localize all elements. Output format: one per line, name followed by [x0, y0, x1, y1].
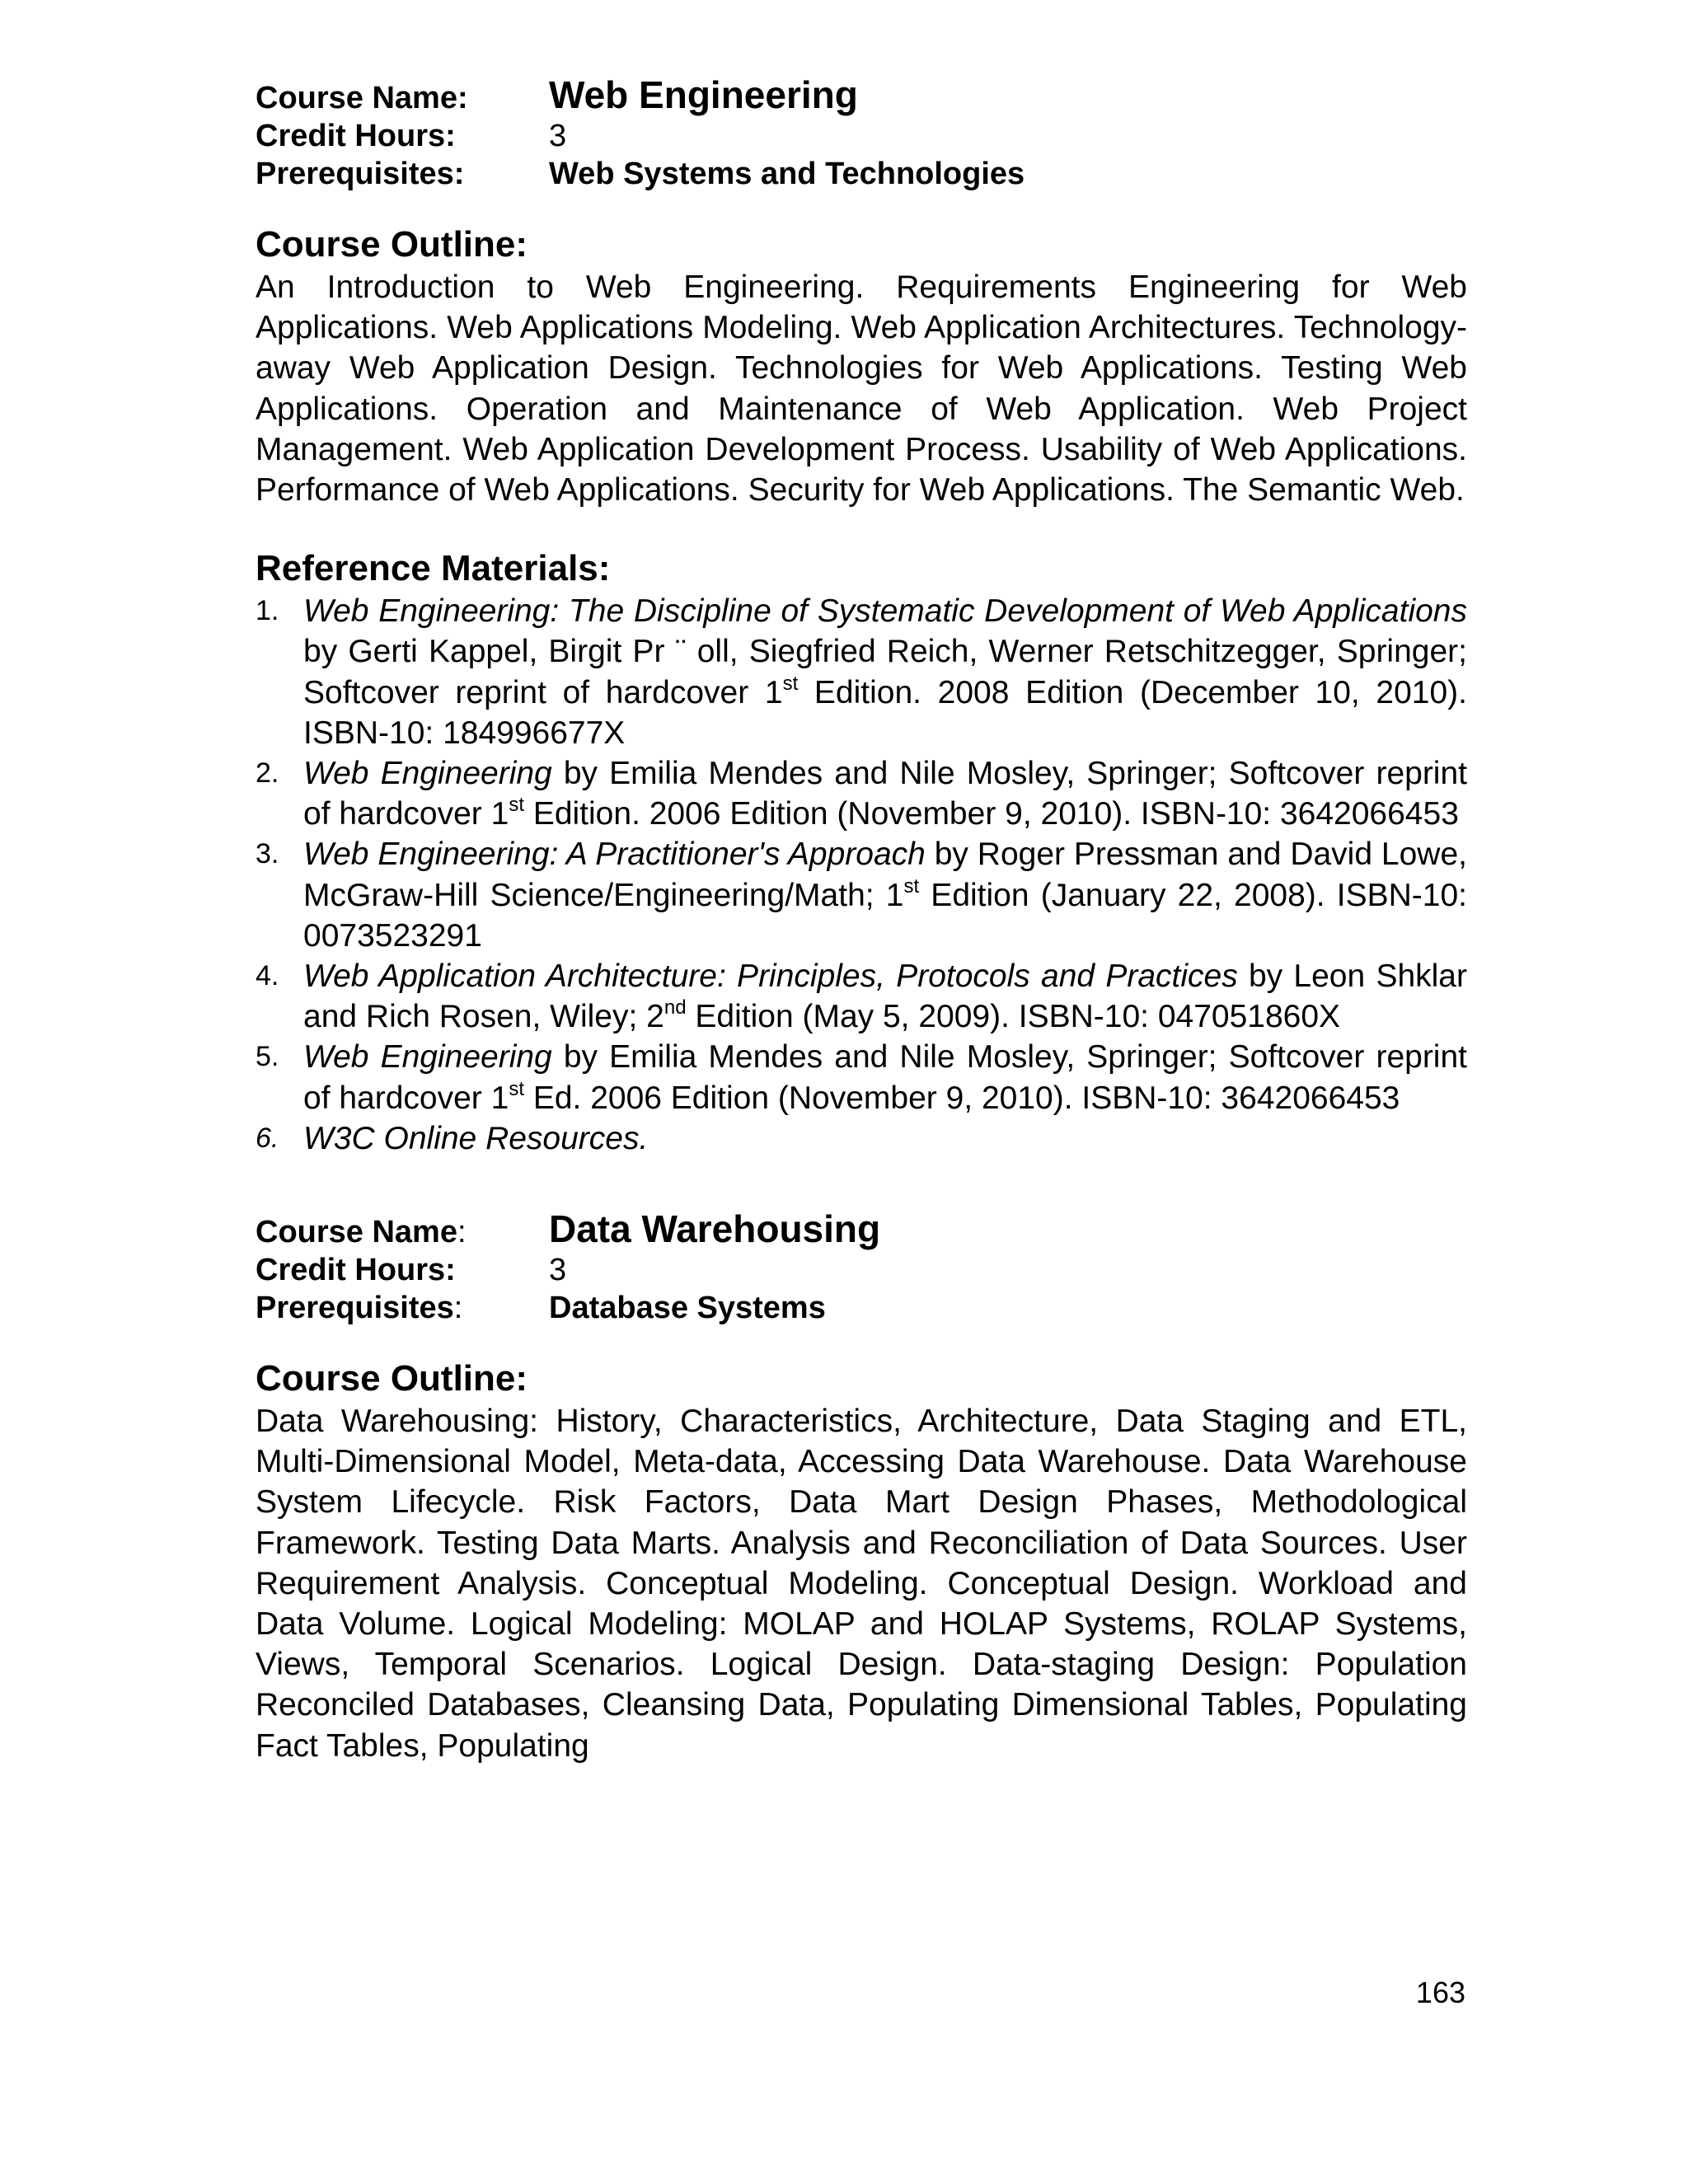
course-data-warehousing	[256, 1207, 1467, 1766]
prerequisites-colon: :	[453, 1291, 463, 1326]
reference-item	[256, 753, 1467, 834]
ordinal-suffix: st	[509, 794, 524, 817]
document-page	[256, 73, 1467, 1766]
reference-details: by Emilia Mendes and Nile Mosley, Springer; Softcover reprint of hardcover 1	[303, 1039, 1467, 1116]
prerequisites-label-text: Prerequisites	[256, 1291, 454, 1326]
prerequisites-value: Database Systems	[549, 1291, 826, 1326]
credit-hours-value: 3	[549, 119, 567, 153]
ordinal-suffix: st	[782, 672, 799, 695]
ordinal-suffix: st	[509, 1077, 524, 1100]
reference-number: 6.	[256, 1122, 279, 1154]
reference-number: 2.	[256, 757, 279, 790]
reference-item	[256, 1037, 1467, 1118]
reference-details: by Gerti Kappel, Birgit Pr ¨ oll, Siegfried Reich, Werner Retschitzegger, Springer; Softcover reprint of hardcover 1	[303, 634, 1467, 710]
credit-hours-row	[256, 117, 1467, 155]
ordinal-suffix: nd	[663, 996, 687, 1019]
reference-number: 3.	[256, 838, 279, 870]
credit-hours-label: Credit Hours:	[256, 119, 456, 153]
credit-hours-label: Credit Hours:	[256, 1253, 456, 1288]
reference-number: 1.	[256, 595, 279, 627]
reference-details: by Emilia Mendes and Nile Mosley, Springer; Softcover reprint of hardcover 1	[303, 756, 1467, 832]
reference-title: Web Engineering: The Discipline of Systematic Development of Web Applications	[303, 593, 1467, 630]
prerequisites-label	[256, 1289, 549, 1327]
reference-details-cont: Edition (May 5, 2009). ISBN-10: 047051860X	[686, 999, 1341, 1035]
prerequisites-label: Prerequisites:	[256, 157, 465, 191]
course-name-label-text: Course Name	[256, 1215, 457, 1250]
course-outline-text: Data Warehousing: History, Characteristics, Architecture, Data Staging and ETL, Multi-Dimensional Model, Meta-data, Accessing Data Warehouse. Data Warehouse System Lifecycle. Risk Factors, Data Mart Design Phases, Methodological Framework. Testing Data Marts. Analysis and Reconciliation of Data Sources. User Requirement Analysis. Conceptual Modeling. Conceptual Design. Workload and Data Volume. Logical Modeling: MOLAP and HOLAP Systems, ROLAP Systems, Views, Temporal Scenarios. Logical Design. Data-staging Design: Population Reconciled Databases, Cleansing Data, Populating Dimensional Tables, Populating Fact Tables, Populating	[256, 1404, 1467, 1764]
course-name-row	[256, 73, 1467, 117]
page-number: 163	[1415, 1975, 1465, 2009]
prerequisites-row	[256, 155, 1467, 193]
course-name-row	[256, 1207, 1467, 1251]
reference-details: by Leon Shklar and Rich Rosen, Wiley; 2	[303, 958, 1467, 1035]
credit-hours-row	[256, 1251, 1467, 1289]
reference-item	[256, 834, 1467, 956]
course-outline-heading: Course Outline:	[256, 1358, 528, 1399]
course-name-label: Course Name:	[256, 81, 468, 115]
course-name-label	[256, 1213, 549, 1251]
reference-title: Web Engineering	[303, 756, 552, 792]
reference-title: Web Engineering	[303, 1039, 552, 1076]
reference-materials-heading: Reference Materials:	[256, 548, 611, 589]
course-outline-heading: Course Outline:	[256, 224, 528, 265]
course-name: Web Engineering	[549, 73, 858, 116]
course-outline-text: An Introduction to Web Engineering. Requirements Engineering for Web Applications. Web Applications Modeling. Web Application Architectures. Technology-away Web Application Design. Technologies for Web Applications. Testing Web Applications. Operation and Maintenance of Web Application. Web Project Management. Web Application Development Process. Usability of Web Applications. Performance of Web Applications. Security for Web Applications. The Semantic Web.	[256, 269, 1467, 509]
credit-hours-value: 3	[549, 1253, 567, 1288]
reference-list	[256, 591, 1467, 1159]
reference-item	[256, 591, 1467, 753]
reference-item	[256, 956, 1467, 1037]
reference-details-cont: Edition. 2008 Edition (December 10, 2010). ISBN-10: 184996677X	[303, 674, 1467, 751]
course-name-colon: :	[457, 1215, 467, 1250]
reference-details-cont: Edition (January 22, 2008). ISBN-10: 0073523291	[303, 877, 1467, 954]
prerequisites-row	[256, 1289, 1467, 1327]
reference-details: W3C Online Resources.	[303, 1120, 649, 1156]
reference-details-cont: Ed. 2006 Edition (November 9, 2010). ISBN-10: 3642066453	[523, 1080, 1400, 1116]
reference-title: Web Engineering: A Practitioner's Approach	[303, 837, 926, 873]
ordinal-suffix: st	[903, 874, 920, 898]
reference-number: 5.	[256, 1041, 279, 1073]
reference-details-cont: Edition. 2006 Edition (November 9, 2010). ISBN-10: 3642066453	[523, 796, 1459, 832]
reference-item	[256, 1118, 1467, 1159]
reference-number: 4.	[256, 960, 279, 992]
reference-details: by Roger Pressman and David Lowe, McGraw-Hill Science/Engineering/Math; 1	[303, 837, 1467, 913]
reference-title: Web Application Architecture: Principles, Protocols and Practices	[303, 958, 1238, 995]
prerequisites-value: Web Systems and Technologies	[549, 157, 1025, 191]
course-web-engineering	[256, 73, 1467, 1159]
course-name: Data Warehousing	[549, 1207, 881, 1251]
